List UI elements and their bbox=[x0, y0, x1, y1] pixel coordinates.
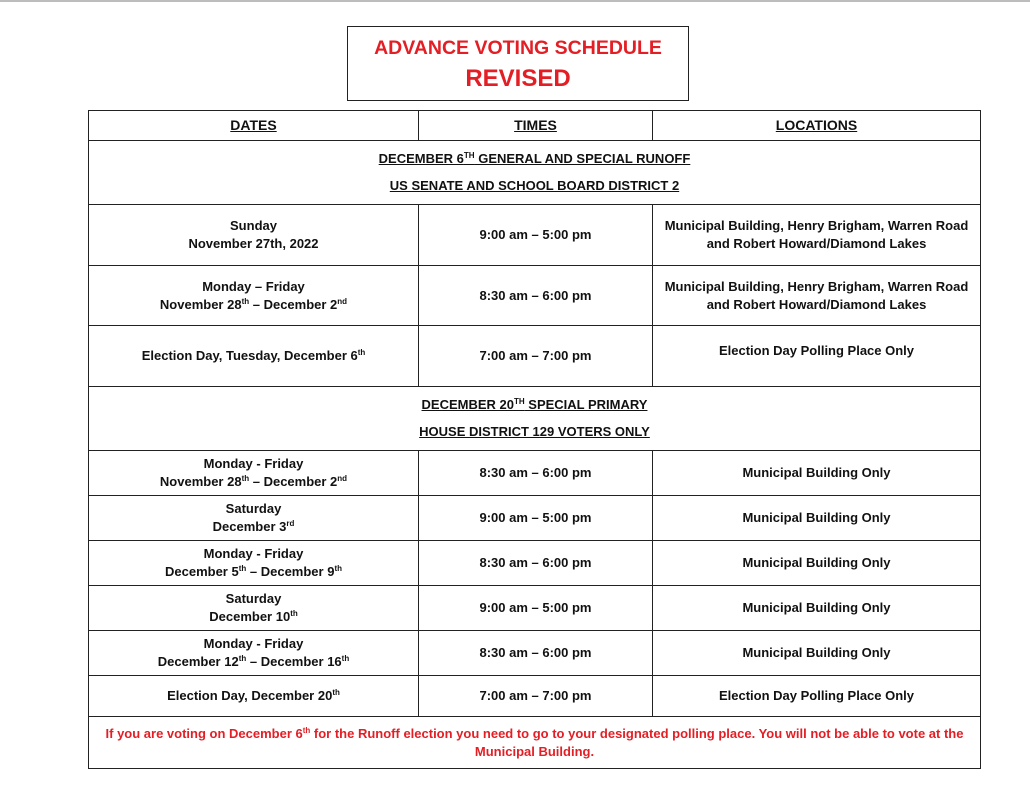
table-row bbox=[89, 586, 981, 631]
table-row bbox=[89, 541, 981, 586]
location-cell: Municipal Building Only bbox=[653, 451, 981, 496]
title-box bbox=[347, 26, 689, 101]
time-cell: 9:00 am – 5:00 pm bbox=[419, 496, 653, 541]
header-locations: LOCATIONS bbox=[653, 111, 981, 141]
footnote: If you are voting on December 6th for the Runoff election you need to go to your designated polling place. You will not be able to vote at the Municipal Building. bbox=[89, 717, 981, 769]
section-primary-line2: HOUSE DISTRICT 129 VOTERS ONLY bbox=[419, 424, 650, 439]
section-heading-runoff bbox=[89, 141, 981, 205]
date-cell: Election Day, Tuesday, December 6th bbox=[89, 326, 419, 387]
table-row bbox=[89, 676, 981, 717]
date-cell: Election Day, December 20th bbox=[89, 676, 419, 717]
top-rule bbox=[0, 0, 1030, 2]
date-cell: Sunday November 27th, 2022 bbox=[89, 205, 419, 266]
title-revised: REVISED bbox=[465, 65, 571, 92]
table-row bbox=[89, 326, 981, 387]
section-runoff-line2: US SENATE AND SCHOOL BOARD DISTRICT 2 bbox=[389, 178, 680, 193]
table-row bbox=[89, 266, 981, 326]
location-cell: Municipal Building, Henry Brigham, Warren Road and Robert Howard/Diamond Lakes bbox=[653, 266, 981, 326]
schedule-table bbox=[88, 110, 981, 769]
date-cell: Saturday December 10th bbox=[89, 586, 419, 631]
header-dates: DATES bbox=[89, 111, 419, 141]
location-cell: Municipal Building Only bbox=[653, 496, 981, 541]
location-cell: Municipal Building Only bbox=[653, 631, 981, 676]
table-row bbox=[89, 496, 981, 541]
section-runoff-line1: DECEMBER 6TH GENERAL AND SPECIAL RUNOFF bbox=[378, 151, 691, 166]
time-cell: 8:30 am – 6:00 pm bbox=[419, 541, 653, 586]
date-cell: Monday - Friday November 28th – December 2nd bbox=[89, 451, 419, 496]
time-cell: 8:30 am – 6:00 pm bbox=[419, 451, 653, 496]
header-row bbox=[89, 111, 981, 141]
footnote-row bbox=[89, 717, 981, 769]
location-cell: Municipal Building Only bbox=[653, 541, 981, 586]
table-row bbox=[89, 451, 981, 496]
date-cell: Monday – Friday November 28th – December 2nd bbox=[89, 266, 419, 326]
time-cell: 8:30 am – 6:00 pm bbox=[419, 631, 653, 676]
location-cell: Election Day Polling Place Only bbox=[653, 676, 981, 717]
title-heading: ADVANCE VOTING SCHEDULE bbox=[374, 37, 662, 59]
section-primary-line1: DECEMBER 20TH SPECIAL PRIMARY bbox=[421, 397, 648, 412]
time-cell: 7:00 am – 7:00 pm bbox=[419, 676, 653, 717]
time-cell: 8:30 am – 6:00 pm bbox=[419, 266, 653, 326]
date-cell: Monday - Friday December 12th – December 16th bbox=[89, 631, 419, 676]
header-times: TIMES bbox=[419, 111, 653, 141]
location-cell: Municipal Building Only bbox=[653, 586, 981, 631]
time-cell: 9:00 am – 5:00 pm bbox=[419, 586, 653, 631]
table-row bbox=[89, 205, 981, 266]
time-cell: 9:00 am – 5:00 pm bbox=[419, 205, 653, 266]
date-cell: Monday - Friday December 5th – December 9th bbox=[89, 541, 419, 586]
location-cell: Election Day Polling Place Only bbox=[653, 326, 981, 387]
time-cell: 7:00 am – 7:00 pm bbox=[419, 326, 653, 387]
location-cell: Municipal Building, Henry Brigham, Warren Road and Robert Howard/Diamond Lakes bbox=[653, 205, 981, 266]
section-heading-primary bbox=[89, 387, 981, 451]
date-cell: Saturday December 3rd bbox=[89, 496, 419, 541]
table-row bbox=[89, 631, 981, 676]
